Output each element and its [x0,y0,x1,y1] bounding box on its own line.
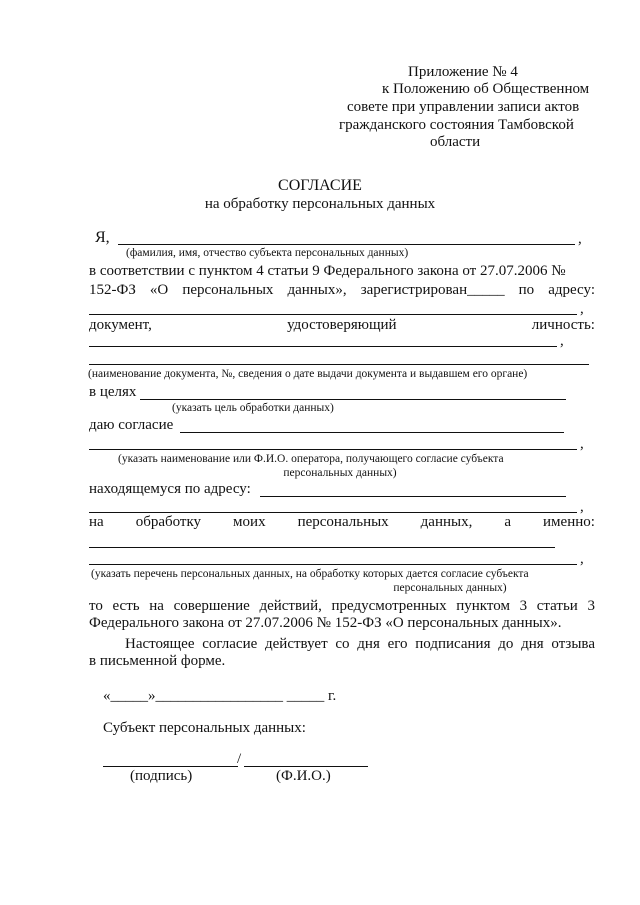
word: данных, [420,514,473,530]
word: согласие [202,636,258,652]
word: статьи [536,598,578,614]
document-details-line-1[interactable] [89,346,557,347]
word: дня [357,636,380,652]
validity-line-1 [125,637,595,652]
appendix-line-2: к Положению об Общественном [382,81,590,97]
word: адресу: [548,282,595,298]
data-list-hint: (указать перечень персональных данных, на обработку которых дается согласие субъекта [91,568,529,580]
word: на [149,598,164,614]
word: 3 [519,598,528,614]
word: 152-ФЗ [89,282,136,298]
word: персональных [182,282,274,298]
operator-line[interactable] [89,449,577,450]
comma-mark: , [560,333,564,349]
processing-line [89,515,595,530]
law-line-2 [89,283,595,298]
data-list-line-2[interactable] [89,564,577,565]
appendix-number: Приложение № 4 [408,64,518,80]
word: отзыва [551,636,595,652]
fio-label: (Ф.И.О.) [276,768,331,784]
subject-label: Субъект персональных данных: [103,720,306,736]
word: на [89,514,104,530]
document-title: СОГЛАСИЕ [278,177,362,194]
operator-address-line-2[interactable] [89,512,577,513]
word: есть [112,598,140,614]
operator-hint-cont: персональных данных) [283,467,397,479]
word: зарегистрирован_____ [360,282,505,298]
word: со [335,636,350,652]
operator-hint: (указать наименование или Ф.И.О. оператора, получающего согласие субъекта [118,453,504,465]
word: подписания [415,636,491,652]
full-name-hint: (фамилия, имя, отчество субъекта персональных данных) [126,247,409,259]
word: совершение [173,598,250,614]
word: Настоящее [125,636,195,652]
comma-mark: , [578,231,582,247]
law-line-1: в соответствии с пунктом 4 статьи 9 Федерального закона от 27.07.2006 № [89,263,566,279]
word: «О [149,282,169,298]
signature-label: (подпись) [130,768,193,784]
appendix-line-5: области [430,134,481,150]
word: персональных [297,514,389,530]
word: именно: [543,514,595,530]
word: данных», [287,282,347,298]
data-list-hint-cont: персональных данных) [393,582,507,594]
comma-mark: , [580,301,584,317]
word: дня [521,636,544,652]
word: личность: [531,317,595,333]
validity-line-2: в письменной форме. [89,653,226,669]
data-list-line-1[interactable] [89,547,555,548]
word: обработку [135,514,202,530]
purpose-line[interactable] [140,399,566,400]
word: до [498,636,514,652]
signature-line[interactable] [103,766,238,767]
purpose-label: в целях [89,384,137,400]
appendix-line-4: гражданского состояния Тамбовской [339,117,574,133]
signature-slash: / [237,751,242,767]
word: действий, [259,598,322,614]
word: а [504,514,512,530]
word: 3 [587,598,595,614]
comma-mark: , [580,551,584,567]
operator-address-line[interactable] [260,496,566,497]
purpose-hint: (указать цель обработки данных) [172,402,334,414]
fio-line[interactable] [244,766,368,767]
document-details-line-2[interactable] [89,364,589,365]
comma-mark: , [580,499,584,515]
consent-line[interactable] [180,432,564,433]
full-name-line[interactable] [118,244,575,245]
ya-label: Я, [95,229,110,246]
identity-document-line [89,318,595,333]
word: пунктом [456,598,510,614]
consent-label: даю согласие [89,417,174,433]
word: его [387,636,408,652]
operator-address-label: находящемуся по адресу: [89,481,251,497]
word: предусмотренных [331,598,447,614]
comma-mark: , [580,436,584,452]
date-line[interactable]: «_____»_________________ _____ г. [103,688,337,704]
actions-line-1 [89,599,595,614]
word: удостоверяющий [287,317,397,333]
word: действует [265,636,328,652]
appendix-line-3: совете при управлении записи актов [347,99,580,115]
actions-line-2: Федерального закона от 27.07.2006 № 152-ФЗ «О персональных данных». [89,615,562,631]
document-hint: (наименование документа, №, сведения о дате выдачи документа и выдавшем его органе) [88,368,528,380]
address-line[interactable] [89,314,577,315]
word: то [89,598,103,614]
document-subtitle: на обработку персональных данных [204,196,436,212]
word: по [518,282,535,298]
word: моих [233,514,266,530]
word: документ, [89,317,152,333]
